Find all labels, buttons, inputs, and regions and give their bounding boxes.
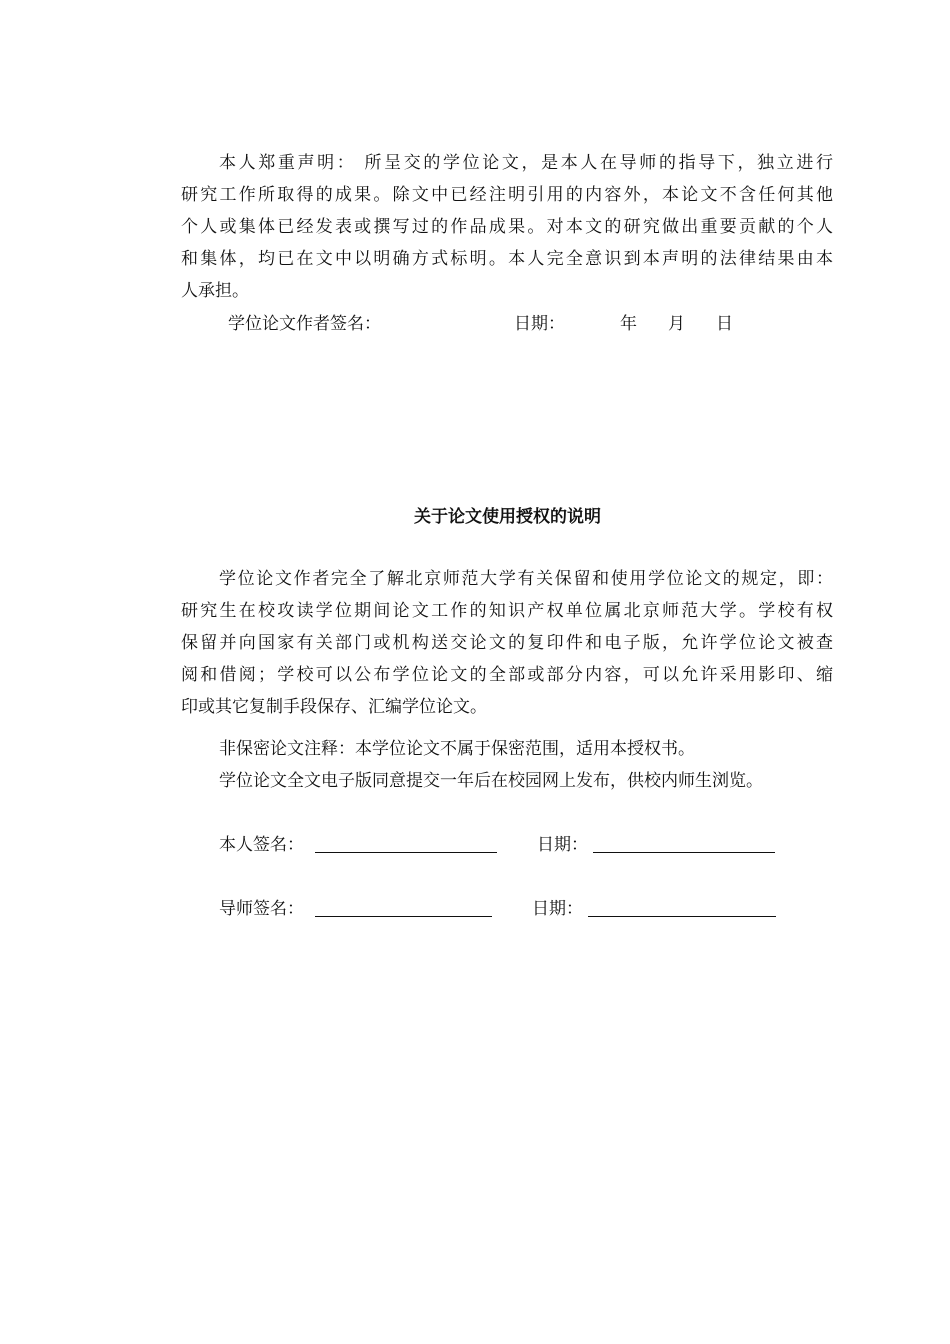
date-year-label: 年 (620, 314, 637, 334)
electronic-release-note: 学位论文全文电子版同意提交一年后在校园网上发布，供校内师生浏览。 (219, 771, 763, 791)
authorization-line-3: 保留并向国家有关部门或机构送交论文的复印件和电子版，允许学位论文被查 (181, 633, 833, 653)
author-sign-label: 本人签名： (219, 835, 304, 855)
date-day-label: 日 (716, 314, 733, 334)
declaration-line-4: 和集体，均已在文中以明确方式标明。本人完全意识到本声明的法律结果由本 (181, 249, 833, 269)
declaration-line-3: 个人或集体已经发表或撰写过的作品成果。对本文的研究做出重要贡献的个人 (181, 217, 833, 237)
advisor-date-label: 日期： (532, 899, 583, 919)
authorization-line-2: 研究生在校攻读学位期间论文工作的知识产权单位属北京师范大学。学校有权 (181, 601, 833, 621)
date-month-label: 月 (668, 314, 685, 334)
advisor-sign-label: 导师签名： (219, 899, 304, 919)
declaration-line-5: 人承担。 (181, 281, 249, 301)
authorization-line-4: 阅和借阅；学校可以公布学位论文的全部或部分内容，可以允许采用影印、缩 (181, 665, 833, 685)
author-date-label: 日期： (537, 835, 588, 855)
declaration-date-label: 日期： (514, 314, 565, 334)
author-signature-label: 学位论文作者签名： (228, 314, 381, 334)
advisor-date-field[interactable] (588, 916, 776, 917)
authorization-title: 关于论文使用授权的说明 (414, 507, 601, 527)
author-signature-field[interactable] (315, 852, 497, 853)
advisor-signature-field[interactable] (315, 916, 492, 917)
authorization-line-5: 印或其它复制手段保存、汇编学位论文。 (181, 697, 487, 717)
declaration-line-2: 研究工作所取得的成果。除文中已经注明引用的内容外，本论文不含任何其他 (181, 185, 833, 205)
author-date-field[interactable] (593, 852, 775, 853)
declaration-line-1: 本人郑重声明： 所呈交的学位论文，是本人在导师的指导下，独立进行 (219, 153, 833, 173)
authorization-line-1: 学位论文作者完全了解北京师范大学有关保留和使用学位论文的规定，即： (219, 569, 833, 589)
non-confidential-note: 非保密论文注释：本学位论文不属于保密范围，适用本授权书。 (219, 739, 695, 759)
